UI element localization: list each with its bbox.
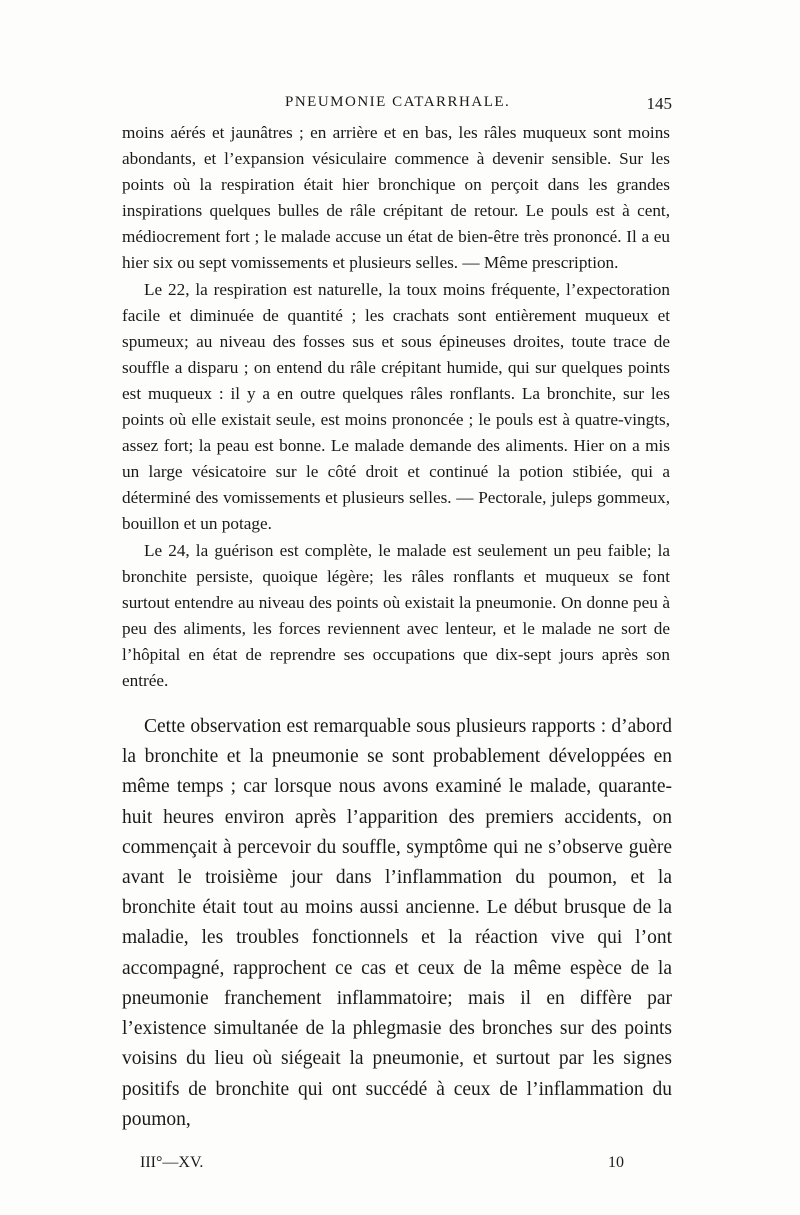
page-footer <box>122 1154 672 1178</box>
paragraph-day-24: Le 24, la guérison est complète, le malade est seulement un peu faible; la bronchite persiste, quoique légère; les râles ronflants et muqueux se font surtout entendre au niveau des points où existait la pneumonie. On donne peu à peu des aliments, les forces reviennent avec lenteur, et le malade ne sort de l’hôpital en état de reprendre ses occupations que dix-sept jours après son entrée. <box>122 540 670 690</box>
commentary-paragraph: Cette observation est remarquable sous plusieurs rapports : d’abord la bronchite et la pneumonie se sont probablement développées en même temps ; car lorsque nous avons examiné le malade, quarante-huit heures environ après l’apparition des premiers accidents, on commençait à percevoir du souffle, symptôme qui ne s’observe guère avant le troisième jour dans l’inflammation du poumon, et la bronchite était tout au moins aussi ancienne. Le début brusque de la maladie, les troubles fonctionnels et la réaction vive qui l’ont accompagné, rapprochent ce cas et ceux de la même espèce de la pneumonie franchement inflammatoire; mais il en diffère par l’existence simultanée de la phlegmasie des bronches sur des points voisins du lieu où siégeait la pneumonie, et surtout par les signes positifs de bronchite qui ont succédé à ceux de l’inflammation du poumon, <box>122 716 672 1130</box>
running-head <box>122 94 672 120</box>
case-notes <box>122 120 672 694</box>
paragraph-day-21: moins aérés et jaunâtres ; en arrière et en bas, les râles muqueux sont moins abondants, et l’expansion vésiculaire commence à devenir sensible. Sur les points où la respiration était hier bronchique on perçoit dans les grandes inspirations quelques bulles de râle crépitant de retour. Le pouls est à cent, médiocrement fort ; le malade accuse un état de bien-être très prononcé. Il a eu hier six ou sept vomissements et plusieurs selles. — Même prescription. <box>122 123 670 273</box>
signature-mark: III°—XV. <box>140 1154 204 1172</box>
page-number: 145 <box>646 94 672 113</box>
book-page <box>122 94 672 1178</box>
paragraph-day-22: Le 22, la respiration est naturelle, la toux moins fréquente, l’expectoration facile et diminuée de quantité ; les crachats sont entièrement muqueux et spumeux; au niveau des fosses sus et sous épineuses droites, toute trace de souffle a disparu ; on entend du râle crépitant humide, qui sur quelques points est muqueux : il y a en outre quelques râles ronflants. La bronchite, sur les points où elle existait seule, est moins prononcée ; le pouls est à quatre-vingts, assez fort; la peau est bonne. Le malade demande des aliments. Hier on a mis un large vésicatoire sur le côté droit et continué la potion stibiée, qui a déterminé des vomissements et plusieurs selles. — Pectorale, juleps gommeux, bouillon et un potage. <box>122 279 670 534</box>
running-title: PNEUMONIE CATARRHALE. <box>285 94 511 110</box>
sheet-number: 10 <box>608 1154 624 1172</box>
